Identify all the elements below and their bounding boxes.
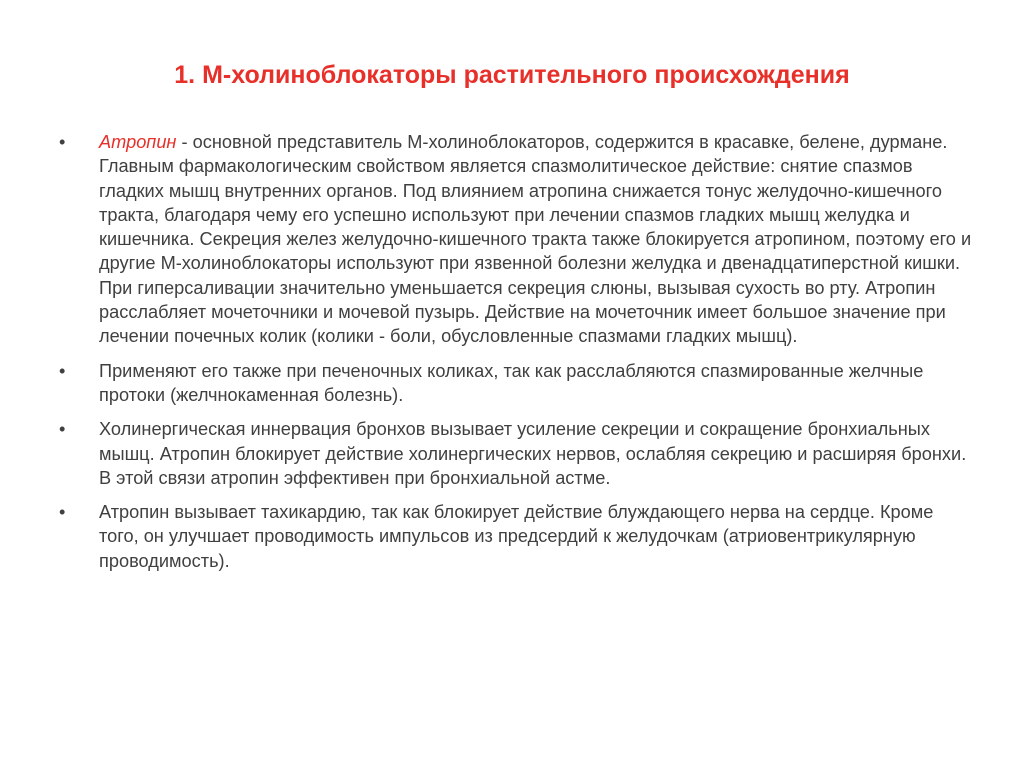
bullet-list	[59, 130, 974, 583]
bullet-marker-icon: •	[59, 502, 66, 523]
bullet-item-heart	[59, 500, 974, 573]
bullet-text: Холинергическая иннервация бронхов вызывает усиление секреции и сокращение бронхиальных мышц. Атропин блокирует действие холинергических нервов, ослабляя секрецию и расширяя бронхи. В этой связи атропин эффективен при бронхиальной астме.	[99, 419, 967, 488]
bullet-item-bronchi	[59, 417, 974, 490]
bullet-item-atropine	[59, 130, 974, 349]
highlight-term: Атропин	[99, 132, 177, 152]
bullet-text: - основной представитель М-холиноблокаторов, содержится в красавке, белене, дурмане. Главным фармакологическим свойством является спазмолитическое действие: снятие спазмов гладких мышц внутренних органов. Под влиянием атропина снижается тонус желудочно-кишечного тракта, благодаря чему его успешно используют при лечении спазмов гладких мышц желудка и кишечника. Секреция желез желудочно-кишечного тракта также блокируется атропином, поэтому его и другие М-холиноблокаторы используют при язвенной болезни желудка и двенадцатиперстной кишки. При гиперсаливации значительно уменьшается секреция слюны, вызывая сухость во рту. Атропин расслабляет мочеточники и мочевой пузырь. Действие на мочеточник имеет большое значение при лечении почечных колик (колики - боли, обусловленные спазмами гладких мышц).	[99, 132, 972, 347]
bullet-marker-icon: •	[59, 419, 66, 440]
bullet-marker-icon: •	[59, 360, 66, 381]
bullet-text: Атропин вызывает тахикардию, так как блокирует действие блуждающего нерва на сердце. Кроме того, он улучшает проводимость импульсов из предсердий к желудочкам (атриовентрикулярную проводимость).	[99, 502, 934, 571]
bullet-item-liver-colic	[59, 359, 974, 408]
bullet-text: Применяют его также при печеночных коликах, так как расслабляются спазмированные желчные протоки (желчнокаменная болезнь).	[99, 360, 924, 405]
bullet-marker-icon: •	[59, 132, 66, 152]
slide-title: 1. М-холиноблокаторы растительного происхождения	[174, 61, 850, 89]
